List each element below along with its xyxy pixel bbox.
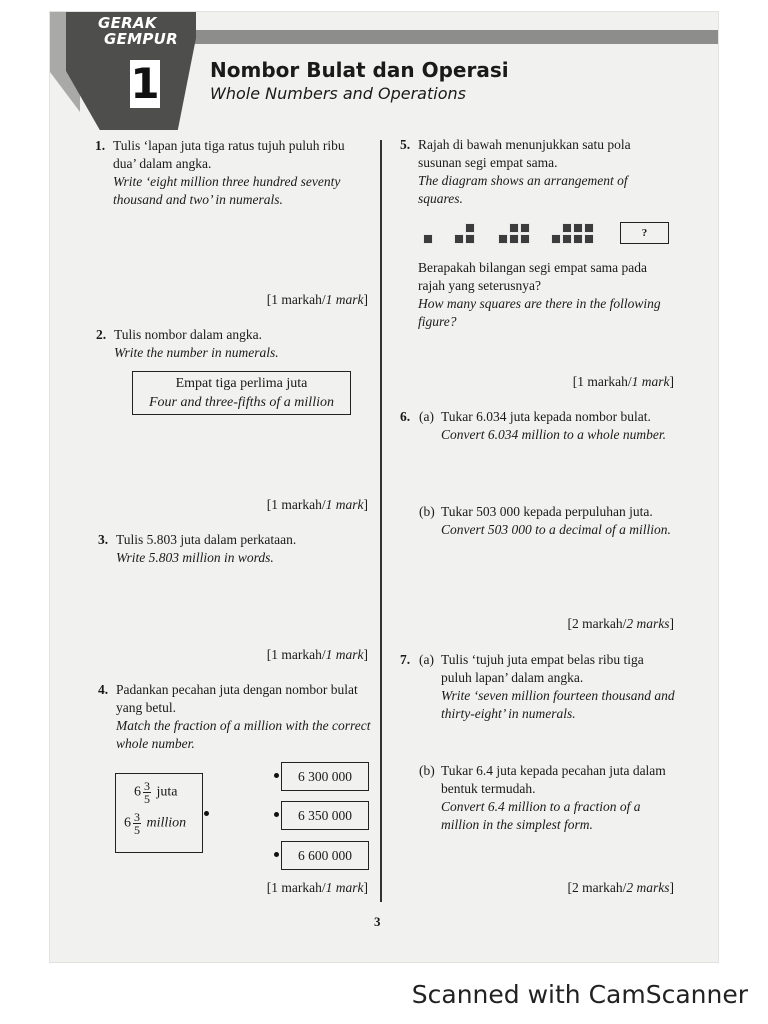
marks-label-en: 1 mark — [325, 292, 364, 307]
sub-label: (b) — [419, 763, 435, 778]
square — [562, 223, 572, 233]
marks-label: [1 markah/ — [266, 647, 326, 662]
question-text-en: Write ‘eight million three hundred seventy thousand and two’ in numerals. — [113, 174, 341, 207]
sub-label: (a) — [419, 409, 434, 424]
chapter-subtitle: Whole Numbers and Operations — [210, 84, 466, 103]
question-5 — [400, 136, 674, 208]
question-text-en: Write ‘seven million fourteen thousand and thirty-eight’ in numerals. — [441, 688, 675, 721]
fraction-denominator: 5 — [144, 792, 150, 806]
square — [465, 223, 475, 233]
question-number: 5. — [400, 137, 411, 152]
square — [423, 234, 433, 244]
question-text-ms: Tulis nombor dalam angka. — [114, 327, 262, 342]
square — [573, 223, 583, 233]
square — [509, 223, 519, 233]
question-4 — [98, 681, 371, 753]
marks-label: [2 markah/ — [567, 880, 627, 895]
sub-label: (b) — [419, 504, 435, 519]
question-text-en: Write 5.803 million in words. — [116, 550, 274, 565]
marks-label-en: 1 mark — [325, 497, 364, 512]
question-text-en: How many squares are there in the following figure? — [418, 296, 661, 329]
question-text-ms: Rajah di bawah menunjukkan satu pola susunan segi empat sama. — [418, 137, 631, 170]
number-box — [132, 371, 351, 415]
marks-label-en: 2 marks — [626, 616, 670, 631]
unit-en: million — [146, 815, 187, 831]
fraction-numerator: 3 — [144, 779, 150, 793]
square — [520, 234, 530, 244]
fraction — [143, 780, 151, 805]
marks-label: [2 markah/ — [567, 616, 627, 631]
sub-label: (a) — [419, 652, 434, 667]
header-band — [185, 30, 718, 44]
question-text-ms: Tukar 6.4 juta kepada pecahan juta dalam bentuk termudah. — [441, 763, 666, 796]
question-number: 7. — [400, 652, 411, 667]
marks-close: ] — [363, 497, 368, 512]
square — [551, 234, 561, 244]
fraction-box — [115, 773, 203, 853]
option-box[interactable]: 6 350 000 — [281, 801, 369, 830]
page-number: 3 — [374, 914, 381, 929]
marks-q4 — [267, 880, 368, 896]
question-3 — [98, 531, 371, 567]
marks-q3 — [267, 647, 368, 663]
question-text-en: Write the number in numerals. — [114, 345, 279, 360]
box-text-ms: Empat tiga perlima juta — [175, 376, 308, 391]
badge-title — [98, 15, 178, 47]
fraction-denominator: 5 — [134, 823, 140, 837]
fraction-en — [124, 811, 202, 836]
question-number: 2. — [96, 327, 107, 342]
question-text-ms: Tulis ‘lapan juta tiga ratus tujuh puluh ribu dua’ dalam angka. — [113, 138, 345, 171]
square — [509, 234, 519, 244]
question-number: 6. — [400, 409, 411, 424]
unit-ms: juta — [156, 784, 178, 800]
option-box[interactable]: 6 600 000 — [281, 841, 369, 870]
question-text-en: Convert 6.4 million to a fraction of a million in the simplest form. — [441, 799, 641, 832]
marks-close: ] — [669, 880, 674, 895]
question-text-en: Convert 6.034 million to a whole number. — [441, 427, 666, 442]
marks-q6 — [568, 616, 674, 632]
question-7b — [419, 762, 675, 834]
question-number: 4. — [98, 682, 109, 697]
fraction-numerator: 3 — [134, 810, 140, 824]
question-1 — [95, 137, 368, 209]
square — [584, 234, 594, 244]
marks-label: [1 markah/ — [572, 374, 632, 389]
question-text-en: Convert 503 000 to a decimal of a million. — [441, 522, 671, 537]
match-dot[interactable] — [274, 773, 279, 778]
fraction — [133, 811, 141, 836]
marks-close: ] — [669, 616, 674, 631]
marks-label: [1 markah/ — [266, 880, 326, 895]
square — [498, 234, 508, 244]
square — [573, 234, 583, 244]
marks-close: ] — [363, 647, 368, 662]
marks-label: [1 markah/ — [266, 292, 326, 307]
question-5-part-2 — [418, 259, 674, 331]
column-divider — [380, 140, 382, 902]
chapter-number: 1 — [130, 59, 160, 108]
question-text-en: The diagram shows an arrangement of squares. — [418, 173, 628, 206]
square — [562, 234, 572, 244]
chapter-title: Nombor Bulat dan Operasi — [210, 58, 509, 82]
marks-label-en: 1 mark — [325, 880, 364, 895]
square — [454, 234, 464, 244]
marks-q1 — [267, 292, 368, 308]
question-text-ms: Tulis ‘tujuh juta empat belas ribu tiga puluh lapan’ dalam angka. — [441, 652, 644, 685]
match-dot[interactable] — [274, 812, 279, 817]
fraction-ms — [134, 780, 202, 805]
unknown-figure-box: ? — [620, 222, 669, 244]
question-text-en: Match the fraction of a million with the correct whole number. — [116, 718, 371, 751]
match-dot[interactable] — [204, 811, 209, 816]
option-box[interactable]: 6 300 000 — [281, 762, 369, 791]
scanner-watermark: Scanned with CamScanner — [411, 980, 748, 1009]
marks-label-en: 1 mark — [325, 647, 364, 662]
question-text-ms: Tukar 6.034 juta kepada nombor bulat. — [441, 409, 651, 424]
whole-part: 6 — [134, 784, 141, 800]
marks-q5 — [573, 374, 674, 390]
question-text-ms: Tukar 503 000 kepada perpuluhan juta. — [441, 504, 653, 519]
question-text-ms: Berapakah bilangan segi empat sama pada rajah yang seterusnya? — [418, 260, 648, 293]
box-text-en: Four and three-fifths of a million — [149, 395, 334, 410]
marks-close: ] — [363, 292, 368, 307]
square — [520, 223, 530, 233]
whole-part: 6 — [124, 815, 131, 831]
question-text-ms: Padankan pecahan juta dengan nombor bulat yang betul. — [116, 682, 358, 715]
marks-label-en: 2 marks — [626, 880, 670, 895]
marks-close: ] — [669, 374, 674, 389]
marks-close: ] — [363, 880, 368, 895]
square — [584, 223, 594, 233]
badge-line1: GERAK — [98, 14, 157, 32]
question-2 — [96, 326, 369, 362]
badge-line2: GEMPUR — [104, 30, 179, 48]
question-number: 3. — [98, 532, 109, 547]
question-6b — [419, 503, 675, 539]
question-6a — [400, 408, 675, 444]
marks-label-en: 1 mark — [631, 374, 670, 389]
marks-q7 — [568, 880, 674, 896]
question-7a — [400, 651, 675, 723]
square — [465, 234, 475, 244]
marks-label: [1 markah/ — [266, 497, 326, 512]
question-number: 1. — [95, 138, 106, 153]
question-text-ms: Tulis 5.803 juta dalam perkataan. — [116, 532, 297, 547]
match-dot[interactable] — [274, 852, 279, 857]
marks-q2 — [267, 497, 368, 513]
